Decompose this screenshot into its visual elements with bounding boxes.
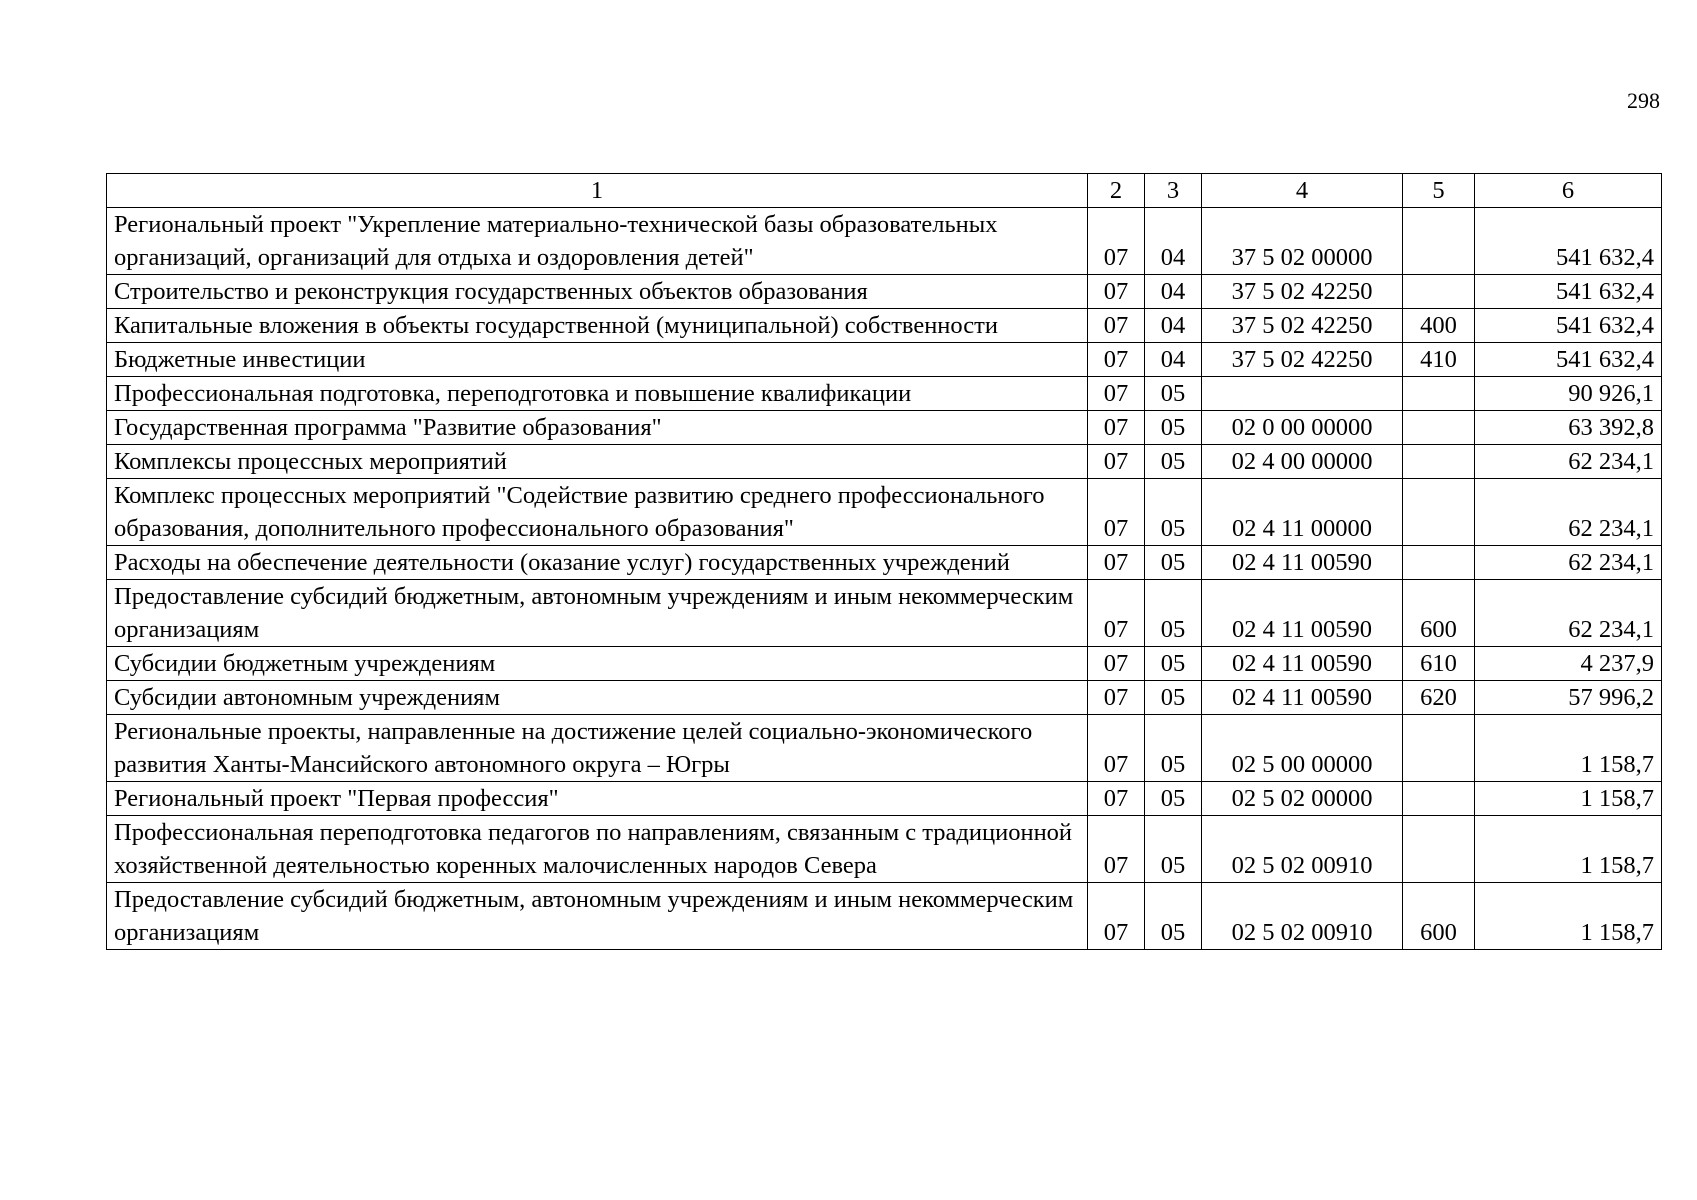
subsection-code-cell: 05 — [1145, 816, 1202, 883]
row-name-cell: Профессиональная переподготовка педагогов по направлениям, связанным с традиционной хозяйственной деятельностью коренных малочисленных народов Севера — [107, 816, 1088, 883]
section-code-cell: 07 — [1088, 479, 1145, 546]
table-row — [107, 546, 1662, 580]
amount-cell: 62 234,1 — [1475, 580, 1662, 647]
row-name-cell: Комплексы процессных мероприятий — [107, 445, 1088, 479]
subsection-code-cell: 04 — [1145, 208, 1202, 275]
target-article-cell: 02 5 02 00910 — [1202, 883, 1403, 950]
column-header: 5 — [1403, 174, 1475, 208]
expense-type-cell — [1403, 411, 1475, 445]
target-article-cell: 02 4 11 00590 — [1202, 580, 1403, 647]
row-name-cell: Региональные проекты, направленные на достижение целей социально-экономического развития Ханты-Мансийского автономного округа – Югры — [107, 715, 1088, 782]
expense-type-cell: 400 — [1403, 309, 1475, 343]
section-code-cell: 07 — [1088, 816, 1145, 883]
expense-type-cell: 620 — [1403, 681, 1475, 715]
row-name-cell: Субсидии автономным учреждениям — [107, 681, 1088, 715]
table-row — [107, 715, 1662, 782]
subsection-code-cell: 05 — [1145, 782, 1202, 816]
table-row — [107, 681, 1662, 715]
target-article-cell: 37 5 02 42250 — [1202, 275, 1403, 309]
table-row — [107, 883, 1662, 950]
expense-type-cell — [1403, 816, 1475, 883]
amount-cell: 1 158,7 — [1475, 883, 1662, 950]
subsection-code-cell: 05 — [1145, 715, 1202, 782]
amount-cell: 4 237,9 — [1475, 647, 1662, 681]
target-article-cell: 37 5 02 00000 — [1202, 208, 1403, 275]
subsection-code-cell: 05 — [1145, 411, 1202, 445]
subsection-code-cell: 04 — [1145, 343, 1202, 377]
subsection-code-cell: 05 — [1145, 377, 1202, 411]
table-header-row — [107, 174, 1662, 208]
row-name-cell: Расходы на обеспечение деятельности (оказание услуг) государственных учреждений — [107, 546, 1088, 580]
table-row — [107, 377, 1662, 411]
expense-type-cell — [1403, 275, 1475, 309]
amount-cell: 90 926,1 — [1475, 377, 1662, 411]
expense-type-cell: 610 — [1403, 647, 1475, 681]
table-row — [107, 580, 1662, 647]
budget-table — [106, 173, 1662, 950]
expense-type-cell — [1403, 208, 1475, 275]
amount-cell: 62 234,1 — [1475, 445, 1662, 479]
column-header: 4 — [1202, 174, 1403, 208]
row-name-cell: Предоставление субсидий бюджетным, автономным учреждениям и иным некоммерческим организациям — [107, 580, 1088, 647]
section-code-cell: 07 — [1088, 546, 1145, 580]
column-header: 1 — [107, 174, 1088, 208]
expense-type-cell: 600 — [1403, 883, 1475, 950]
target-article-cell: 37 5 02 42250 — [1202, 343, 1403, 377]
amount-cell: 62 234,1 — [1475, 479, 1662, 546]
table-row — [107, 647, 1662, 681]
section-code-cell: 07 — [1088, 275, 1145, 309]
amount-cell: 57 996,2 — [1475, 681, 1662, 715]
subsection-code-cell: 05 — [1145, 546, 1202, 580]
section-code-cell: 07 — [1088, 647, 1145, 681]
target-article-cell: 02 5 00 00000 — [1202, 715, 1403, 782]
expense-type-cell — [1403, 782, 1475, 816]
page-number: 298 — [1627, 88, 1660, 113]
column-header: 6 — [1475, 174, 1662, 208]
row-name-cell: Региональный проект "Первая профессия" — [107, 782, 1088, 816]
expense-type-cell — [1403, 715, 1475, 782]
table-row — [107, 479, 1662, 546]
table-body — [107, 208, 1662, 950]
table-row — [107, 309, 1662, 343]
row-name-cell: Строительство и реконструкция государственных объектов образования — [107, 275, 1088, 309]
subsection-code-cell: 05 — [1145, 647, 1202, 681]
amount-cell: 1 158,7 — [1475, 816, 1662, 883]
row-name-cell: Субсидии бюджетным учреждениям — [107, 647, 1088, 681]
amount-cell: 541 632,4 — [1475, 208, 1662, 275]
table-row — [107, 782, 1662, 816]
column-header: 2 — [1088, 174, 1145, 208]
target-article-cell: 02 4 11 00000 — [1202, 479, 1403, 546]
section-code-cell: 07 — [1088, 208, 1145, 275]
section-code-cell: 07 — [1088, 715, 1145, 782]
row-name-cell: Государственная программа "Развитие образования" — [107, 411, 1088, 445]
subsection-code-cell: 05 — [1145, 681, 1202, 715]
amount-cell: 541 632,4 — [1475, 275, 1662, 309]
subsection-code-cell: 05 — [1145, 580, 1202, 647]
target-article-cell: 02 4 11 00590 — [1202, 647, 1403, 681]
expense-type-cell — [1403, 546, 1475, 580]
target-article-cell: 02 4 00 00000 — [1202, 445, 1403, 479]
section-code-cell: 07 — [1088, 343, 1145, 377]
target-article-cell: 37 5 02 42250 — [1202, 309, 1403, 343]
section-code-cell: 07 — [1088, 580, 1145, 647]
section-code-cell: 07 — [1088, 681, 1145, 715]
row-name-cell: Региональный проект "Укрепление материально-технической базы образовательных организаций, организаций для отдыха и оздоровления детей" — [107, 208, 1088, 275]
expense-type-cell — [1403, 445, 1475, 479]
expense-type-cell: 410 — [1403, 343, 1475, 377]
subsection-code-cell: 04 — [1145, 309, 1202, 343]
subsection-code-cell: 05 — [1145, 883, 1202, 950]
column-header: 3 — [1145, 174, 1202, 208]
target-article-cell: 02 5 02 00910 — [1202, 816, 1403, 883]
table-row — [107, 208, 1662, 275]
row-name-cell: Комплекс процессных мероприятий "Содействие развитию среднего профессионального образования, дополнительного профессионального образования" — [107, 479, 1088, 546]
section-code-cell: 07 — [1088, 782, 1145, 816]
subsection-code-cell: 05 — [1145, 479, 1202, 546]
table-row — [107, 411, 1662, 445]
subsection-code-cell: 04 — [1145, 275, 1202, 309]
target-article-cell: 02 4 11 00590 — [1202, 546, 1403, 580]
section-code-cell: 07 — [1088, 411, 1145, 445]
row-name-cell: Предоставление субсидий бюджетным, автономным учреждениям и иным некоммерческим организациям — [107, 883, 1088, 950]
section-code-cell: 07 — [1088, 883, 1145, 950]
expense-type-cell: 600 — [1403, 580, 1475, 647]
target-article-cell: 02 4 11 00590 — [1202, 681, 1403, 715]
row-name-cell: Капитальные вложения в объекты государственной (муниципальной) собственности — [107, 309, 1088, 343]
row-name-cell: Профессиональная подготовка, переподготовка и повышение квалификации — [107, 377, 1088, 411]
amount-cell: 541 632,4 — [1475, 343, 1662, 377]
target-article-cell — [1202, 377, 1403, 411]
amount-cell: 541 632,4 — [1475, 309, 1662, 343]
table-row — [107, 445, 1662, 479]
amount-cell: 1 158,7 — [1475, 715, 1662, 782]
row-name-cell: Бюджетные инвестиции — [107, 343, 1088, 377]
table-row — [107, 816, 1662, 883]
section-code-cell: 07 — [1088, 445, 1145, 479]
target-article-cell: 02 0 00 00000 — [1202, 411, 1403, 445]
amount-cell: 1 158,7 — [1475, 782, 1662, 816]
expense-type-cell — [1403, 479, 1475, 546]
amount-cell: 63 392,8 — [1475, 411, 1662, 445]
expense-type-cell — [1403, 377, 1475, 411]
table-row — [107, 275, 1662, 309]
section-code-cell: 07 — [1088, 377, 1145, 411]
section-code-cell: 07 — [1088, 309, 1145, 343]
amount-cell: 62 234,1 — [1475, 546, 1662, 580]
subsection-code-cell: 05 — [1145, 445, 1202, 479]
target-article-cell: 02 5 02 00000 — [1202, 782, 1403, 816]
table-row — [107, 343, 1662, 377]
